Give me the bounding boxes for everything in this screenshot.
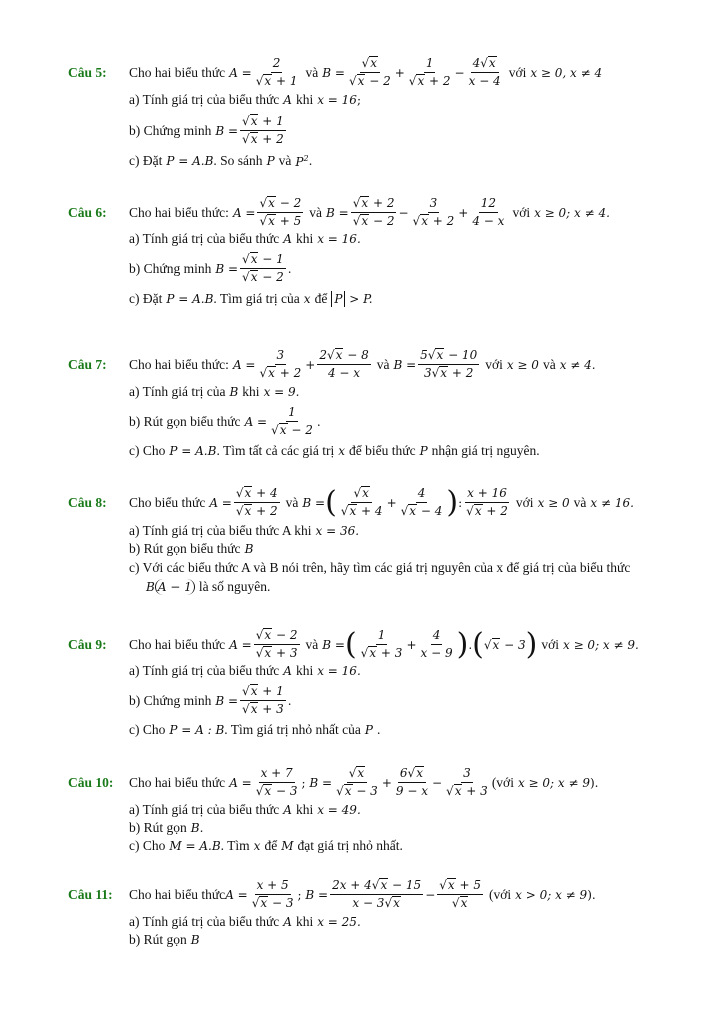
- question-label: Câu 8:: [68, 494, 107, 510]
- question-text: Cho hai biểu thức: [129, 64, 226, 80]
- question-6: Câu 6: Cho hai biểu thức: A = $\frac{√x - 2}{√x + 5}$ và B = $\frac{√x + 2}{√x - 2}$ − $\frac{3}{√x + 2}$ + $\frac{12}{4 - x}$ với x ≥ 0; x ≠ 4. a) Tính giá trị của biểu thức A khi x = 16. b) Chứng minh B = $\frac{√x - 1}{√x - 2}$ . c) Đặt P = A.B . Tìm giá trị của x để P > P.: [68, 196, 610, 306]
- question-label: Câu 11:: [68, 886, 113, 902]
- question-5: Câu 5: Cho hai biểu thức A = $\frac{2}{√x + 1}$ và B = $\frac{√x}{√x - 2}$ + $\frac{1}{√x + 2}$ − $\frac{4√x}{x - 4}$ với x ≥ 0, x ≠ 4 a) Tính giá trị của biểu thức A khi x = 16 ; b) Chứng minh B = $\frac{√x + 1}{√x + 2}$ c) Đặt P = A.B . So sánh P và $P^2$ .: [68, 56, 603, 169]
- question-label: Câu 6:: [68, 204, 107, 220]
- question-7: Câu 7: Cho hai biểu thức: A = $\frac{3}{√x + 2}$ + $\frac{2√x - 8}{4 - x}$ và B = $\frac{5√x - 10}{3√x + 2}$ với x ≥ 0 và x ≠ 4. a) Tính giá trị của B khi x = 9. b) Rút gọn biểu thức A = $\frac{1}{√x - 2}$ . c) Cho P = A.B . Tìm tất cả các giá trị x để biểu thức P nhận giá trị nguyên.: [68, 348, 596, 458]
- question-label: Câu 10:: [68, 774, 114, 790]
- formula-fraction: $\frac{2}{√x + 1}$: [255, 56, 298, 88]
- question-label: Câu 7:: [68, 356, 107, 372]
- question-label: Câu 9:: [68, 636, 107, 652]
- question-10: Câu 10: Cho hai biểu thức A = $\frac{x + 7}{√x - 3}$ ; B = $\frac{√x}{√x - 3}$ + $\frac{6√x}{9 - x}$ − $\frac{3}{√x + 3}$ (với x ≥ 0; x ≠ 9 ). a) Tính giá trị của biểu thức A khi x = 49. b) Rút gọn B. c) Cho M = A.B . Tìm x để M đạt giá trị nhỏ nhất.: [68, 766, 599, 853]
- question-11: Câu 11: Cho hai biểu thức A = $\frac{x + 5}{√x - 3}$ ; B = $\frac{2x + 4√x - 15}{x - 3√x}$ − $\frac{√x + 5}{√x}$ (với x > 0; x ≠ 9 ). a) Tính giá trị của biểu thức A khi x = 25. b) Rút gọn B: [68, 878, 596, 947]
- question-label: Câu 5:: [68, 64, 107, 80]
- question-8: Câu 8: Cho biểu thức A = $\frac{√x + 4}{√x + 2}$ và B = ( $\frac{√x}{√x + 4}$ + $\frac{4}{√x - 4}$ ) : $\frac{x + 16}{√x + 2}$ với x ≥ 0 và x ≠ 16. a) Tính giá trị của biểu thức A khi x = 36. b) Rút gọn biểu thức B c) Với các biểu thức A và B nói trên, hãy tìm các giá trị nguyên của x để giá trị của biểu thức B A − 1 là số nguyên.: [68, 484, 634, 594]
- question-9: Câu 9: Cho hai biểu thức A = $\frac{√x - 2}{√x + 3}$ và B = ( $\frac{1}{√x + 3}$ + $\frac{4}{x - 9}$ ) . ( √x − 3 ) với x ≥ 0; x ≠ 9. a) Tính giá trị của biểu thức A khi x = 16. b) Chứng minh B = $\frac{√x + 1}{√x + 3}$ . c) Cho P = A : B . Tìm giá trị nhỏ nhất của P .: [68, 626, 639, 737]
